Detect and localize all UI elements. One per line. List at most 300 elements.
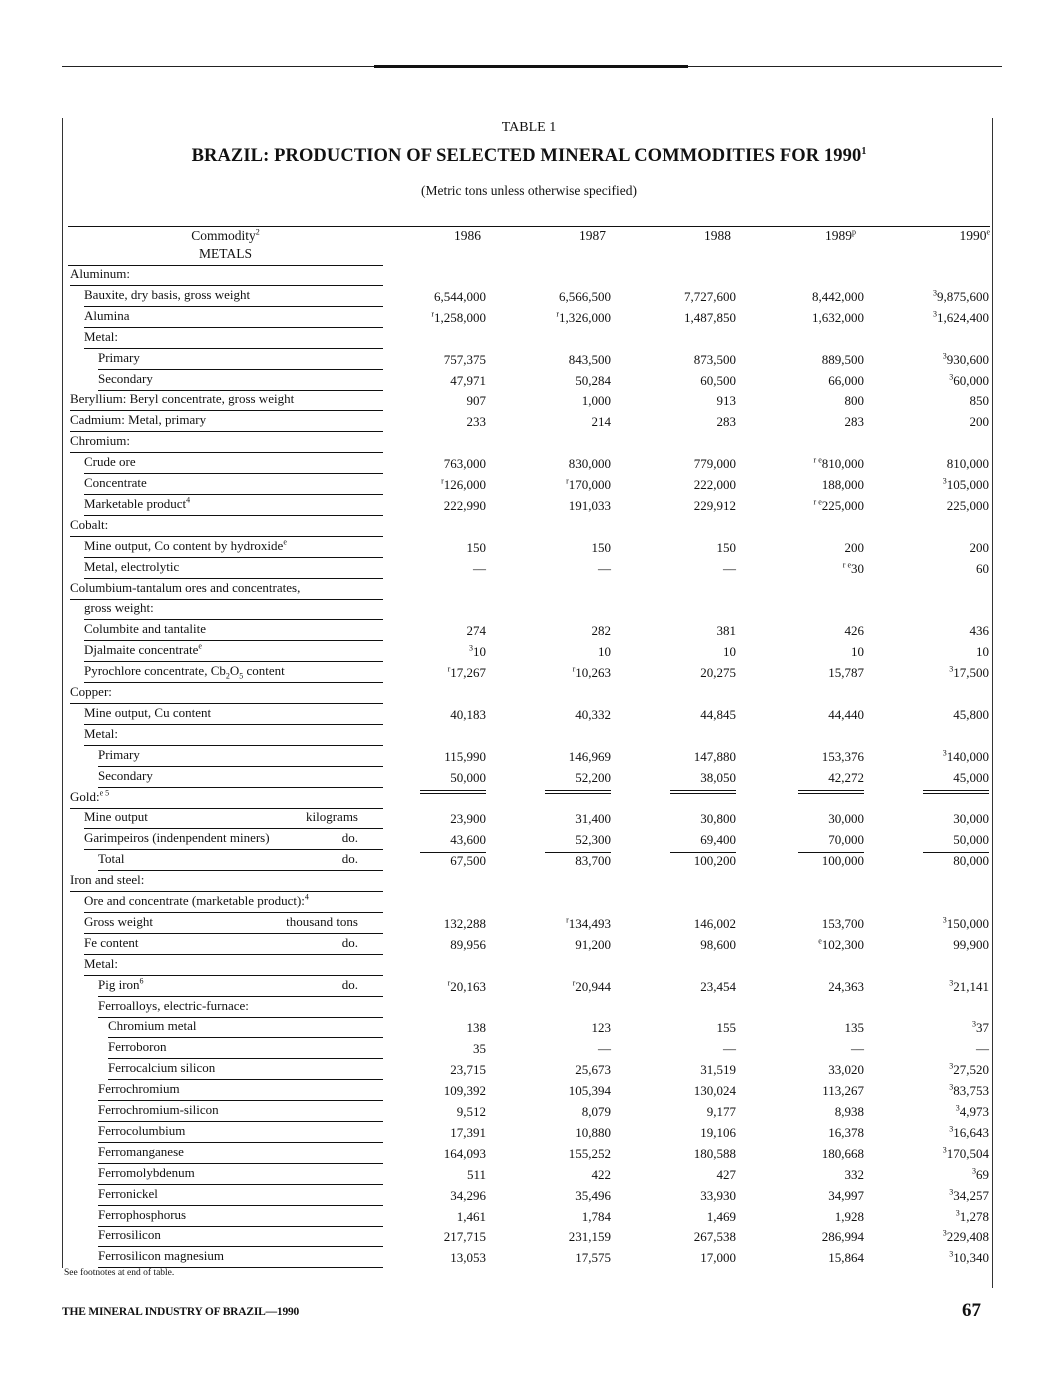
cell-text: 217,715	[443, 1229, 486, 1245]
table-row	[68, 809, 992, 829]
cell-text: 188,000	[821, 477, 864, 492]
cell-text: 113,267	[822, 1083, 864, 1099]
cell-value	[828, 707, 864, 723]
cell-value	[575, 832, 611, 848]
cell-value	[700, 1188, 736, 1204]
cell-text: 50,000	[953, 832, 989, 848]
cell-text: 69,400	[700, 832, 736, 848]
cell-value	[933, 289, 989, 305]
row-label-text: Ferroboron	[108, 1039, 167, 1055]
cell-text: 60	[976, 560, 989, 576]
row-label	[98, 350, 140, 366]
cell-text: —	[598, 1041, 611, 1057]
table-row	[68, 1123, 992, 1143]
cell-text: 35,496	[575, 1187, 611, 1203]
row-unit: thousand tons	[286, 913, 358, 929]
cell-value	[707, 1104, 736, 1120]
cell-value	[457, 1104, 486, 1120]
row-label-text: Bauxite, dry basis, gross weight	[84, 286, 251, 302]
cell-text: 132,288	[443, 915, 486, 931]
cell-value	[972, 1020, 989, 1036]
cell-value	[949, 1250, 989, 1266]
table-row	[68, 308, 992, 328]
cell-value	[569, 1083, 611, 1099]
cell-value	[822, 1083, 864, 1099]
table-row	[68, 1248, 992, 1268]
row-label-text: Secondary	[98, 767, 153, 783]
cell-text: 34,257	[953, 1187, 989, 1203]
cell-text: 47,971	[450, 372, 486, 388]
row-rule	[84, 661, 383, 662]
row-rule	[84, 473, 383, 474]
cell-text: 10,880	[575, 1124, 611, 1140]
cell-text: 200	[969, 414, 989, 430]
row-label-text: Ferrophosphorus	[98, 1206, 187, 1222]
cell-mark: 3	[949, 1061, 954, 1071]
cell-text: 1,326,000	[559, 309, 611, 325]
cell-value	[566, 477, 611, 493]
cell-value	[569, 1146, 611, 1162]
cell-text: 52,300	[575, 832, 611, 848]
cell-text: 45,000	[953, 769, 989, 785]
row-label-footnote-mark: 4	[186, 495, 191, 505]
cell-text: 134,493	[568, 915, 611, 931]
cell-value	[573, 979, 611, 995]
cell-text: 135	[844, 1020, 864, 1036]
row-label	[84, 308, 130, 324]
cell-value	[933, 310, 989, 326]
row-rule	[70, 808, 383, 809]
row-rule	[70, 599, 383, 600]
cell-value	[450, 707, 486, 723]
table-row	[68, 1207, 992, 1227]
cell-value	[717, 1167, 737, 1183]
cell-value	[575, 707, 611, 723]
cell-text: 155	[716, 1020, 736, 1036]
cell-text: 105,394	[568, 1083, 611, 1099]
cell-text: 800	[844, 393, 864, 409]
row-label-text: Gross weight	[84, 913, 153, 929]
row-label	[84, 893, 309, 909]
cell-value	[450, 1250, 486, 1266]
table-row	[68, 1144, 992, 1164]
cell-text: 150	[591, 539, 611, 555]
row-label-text: Ferronickel	[98, 1185, 158, 1201]
table-row	[68, 684, 992, 704]
table-title	[0, 146, 1048, 167]
row-label-text: Chromium:	[70, 433, 130, 449]
cell-value	[822, 352, 864, 368]
table-row	[68, 851, 992, 871]
row-label-text: Marketable product	[84, 495, 187, 511]
table-row	[68, 475, 992, 495]
row-label	[70, 872, 144, 888]
cell-value	[700, 665, 736, 681]
row-label-text: Ore and concentrate (marketable product):	[84, 893, 305, 908]
cell-text: 98,600	[700, 936, 736, 952]
row-label	[84, 454, 136, 470]
table-row	[68, 977, 992, 997]
row-rule	[84, 682, 383, 683]
row-rule	[84, 557, 383, 558]
cell-text: 225,000	[821, 497, 864, 513]
cell-text: 8,938	[834, 1104, 864, 1119]
table-row	[68, 789, 992, 809]
cell-text: 126,000	[443, 477, 486, 492]
table-row	[68, 893, 992, 913]
table-row	[68, 1060, 992, 1080]
cell-mark: r	[447, 664, 451, 674]
row-label	[70, 266, 130, 282]
cell-value	[812, 289, 864, 305]
cell-text: 115,990	[444, 748, 486, 764]
row-rule	[84, 348, 383, 349]
running-footer: THE MINERAL INDUSTRY OF BRAZIL—1990	[62, 1306, 300, 1318]
row-rule	[70, 703, 383, 704]
table-row	[68, 663, 992, 683]
cell-value	[444, 1229, 486, 1245]
cell-value	[845, 1167, 865, 1183]
cell-text: —	[723, 1041, 736, 1057]
cell-text: 222,990	[443, 497, 486, 513]
row-label	[84, 663, 285, 679]
table-row	[68, 956, 992, 976]
total-rule	[670, 793, 736, 794]
cell-text: 267,538	[693, 1229, 736, 1245]
cell-value	[723, 561, 736, 577]
cell-text: 17,391	[450, 1124, 486, 1140]
cell-value	[573, 665, 611, 681]
total-rule	[798, 793, 864, 794]
cell-text: 83,753	[953, 1083, 989, 1099]
cell-mark: r e	[813, 497, 822, 507]
cell-value	[694, 456, 736, 472]
row-label	[70, 391, 294, 407]
row-label-text: Alumina	[84, 307, 130, 323]
table-label: TABLE 1	[501, 120, 557, 135]
table-row	[68, 1018, 992, 1038]
cell-value	[469, 644, 486, 660]
row-rule	[70, 410, 383, 411]
cell-value	[575, 373, 611, 389]
header-commodity-text: Commodity	[191, 228, 256, 243]
cell-text: 913	[716, 393, 736, 409]
cell-text: 810,000	[821, 456, 864, 472]
cell-text: 20,275	[700, 665, 736, 681]
cell-value	[822, 749, 864, 765]
total-rule	[545, 790, 611, 791]
row-label	[84, 475, 147, 491]
cell-mark: 3	[949, 1187, 954, 1197]
cell-value	[845, 1020, 865, 1036]
row-unit: do.	[341, 934, 358, 950]
row-rule	[84, 828, 383, 829]
cell-mark: 3	[469, 643, 473, 653]
total-rule	[670, 790, 736, 791]
cell-text: 9,177	[706, 1104, 736, 1119]
row-label-text: Columbite and tantalite	[84, 621, 207, 637]
table-row	[68, 391, 992, 411]
cell-text: 10,340	[953, 1250, 989, 1266]
cell-mark: 3	[949, 664, 954, 674]
table-row	[68, 454, 992, 474]
cell-text: 889,500	[821, 351, 864, 367]
cell-text: 274	[466, 623, 486, 639]
row-rule	[98, 1184, 383, 1185]
cell-value	[723, 1041, 736, 1057]
row-rule	[98, 870, 383, 871]
cell-value	[828, 1188, 864, 1204]
row-rule	[98, 1017, 383, 1018]
header-year-1988: 1988	[704, 228, 731, 243]
row-label	[98, 851, 125, 867]
row-label-text: Mine output	[84, 809, 148, 825]
cell-value	[851, 1041, 864, 1057]
cell-value	[441, 477, 486, 493]
cell-text: 60,500	[700, 372, 736, 388]
cell-mark: r	[572, 978, 576, 988]
row-label	[98, 1248, 224, 1264]
table-row	[68, 266, 992, 286]
row-label	[70, 433, 130, 449]
cell-mark: r	[441, 476, 444, 486]
cell-value	[598, 1041, 611, 1057]
cell-value	[970, 393, 990, 409]
cell-text: 426	[844, 623, 864, 639]
cell-text: 170,000	[568, 477, 611, 492]
cell-value	[700, 373, 736, 389]
cell-value	[943, 749, 989, 765]
cell-value	[467, 393, 487, 409]
cell-value	[835, 1104, 864, 1120]
total-rule	[670, 852, 736, 853]
table-row	[68, 433, 992, 453]
cell-value	[450, 853, 486, 869]
row-label	[98, 1186, 158, 1202]
cell-value	[575, 1062, 611, 1078]
row-label	[98, 1227, 161, 1243]
cell-value	[845, 623, 865, 639]
cell-value	[828, 770, 864, 786]
row-label	[98, 1165, 195, 1181]
cell-value	[575, 1188, 611, 1204]
cell-text: 13,053	[450, 1250, 486, 1266]
row-label-footnote-mark: 4	[304, 892, 309, 902]
row-label	[98, 768, 153, 784]
table-row	[68, 768, 992, 788]
cell-value	[700, 979, 736, 995]
row-label-text: Pig iron	[98, 976, 140, 992]
cell-value	[556, 310, 611, 326]
row-label	[84, 956, 118, 972]
row-label-text: Cadmium: Metal, primary	[70, 412, 207, 428]
cell-value	[694, 498, 736, 514]
cell-value	[467, 1167, 486, 1183]
cell-text: 7,727,600	[684, 288, 736, 304]
row-label	[98, 977, 144, 993]
cell-value	[467, 1020, 487, 1036]
total-rule	[420, 793, 486, 794]
row-label	[98, 1102, 219, 1118]
cell-text: 99,900	[953, 936, 989, 952]
cell-text: 43,600	[450, 832, 486, 848]
cell-value	[473, 1041, 486, 1057]
cell-value	[569, 749, 611, 765]
cell-text: 10	[473, 644, 486, 660]
cell-text: 286,994	[821, 1229, 864, 1245]
row-label-text: Metal:	[84, 725, 118, 741]
table-row	[68, 830, 992, 850]
cell-text: 34,997	[828, 1187, 864, 1203]
cell-value	[694, 1146, 736, 1162]
row-rule	[98, 1142, 383, 1143]
row-label-text: Secondary	[98, 370, 153, 386]
cell-value	[949, 979, 989, 995]
row-label-text: Primary	[98, 746, 140, 762]
row-rule	[98, 996, 383, 997]
cell-value	[828, 811, 864, 827]
cell-value	[953, 811, 989, 827]
header-year-1987: 1987	[579, 228, 606, 243]
cell-text: 146,969	[568, 748, 611, 764]
row-rule	[98, 1246, 383, 1247]
cell-text: 763,000	[443, 456, 486, 472]
cell-text: 1,487,850	[684, 309, 736, 325]
cell-value	[828, 832, 864, 848]
table-row	[68, 621, 992, 641]
cell-text: 24,363	[828, 978, 864, 994]
cell-text: 38,050	[700, 769, 736, 785]
cell-value	[582, 1104, 611, 1120]
row-rule	[108, 1058, 383, 1059]
cell-value	[953, 853, 989, 869]
cell-value	[592, 1167, 612, 1183]
header-commodity-mark: 2	[255, 227, 260, 237]
cell-text: 138	[466, 1020, 486, 1036]
cell-value	[450, 832, 486, 848]
row-label-text: Primary	[98, 349, 140, 365]
cell-text: 66,000	[828, 372, 864, 388]
table-row	[68, 914, 992, 934]
cell-value	[700, 1062, 736, 1078]
cell-value	[467, 414, 487, 430]
row-label	[70, 789, 109, 805]
table-row	[68, 1186, 992, 1206]
cell-value	[818, 937, 864, 953]
cell-text: 50,000	[450, 769, 486, 785]
table-header	[68, 228, 992, 248]
total-rule	[420, 790, 486, 791]
cell-value	[707, 1209, 736, 1225]
total-rule	[798, 852, 864, 853]
cell-value	[450, 373, 486, 389]
cell-value	[949, 1062, 989, 1078]
cell-text: 16,378	[828, 1124, 864, 1140]
cell-text: 50,284	[575, 372, 611, 388]
cell-text: 1,784	[581, 1208, 611, 1224]
row-label	[70, 684, 112, 700]
cell-text: 30,000	[953, 811, 989, 827]
table-row	[68, 496, 992, 516]
row-label-text: Total	[98, 851, 125, 867]
cell-text: 180,588	[693, 1145, 736, 1161]
cell-value	[822, 477, 864, 493]
row-label	[84, 705, 211, 721]
footnote: See footnotes at end of table.	[64, 1268, 175, 1278]
row-label	[84, 642, 202, 658]
cell-value	[566, 916, 611, 932]
cell-text: 1,928	[834, 1208, 864, 1224]
cell-value	[949, 665, 989, 681]
cell-text: 35	[473, 1041, 486, 1057]
row-rule	[84, 975, 383, 976]
cell-text: 10	[598, 644, 611, 660]
row-label	[84, 538, 287, 554]
row-label	[70, 580, 300, 596]
row-label-text: Garimpeiros (indenpendent miners)	[84, 830, 270, 846]
row-label	[84, 559, 179, 575]
cell-mark: 3	[942, 1229, 947, 1239]
cell-text: 45,800	[953, 706, 989, 722]
cell-value	[694, 853, 736, 869]
cell-value	[575, 1125, 611, 1141]
cell-text: 67,500	[450, 853, 486, 869]
row-label	[98, 1123, 185, 1139]
cell-value	[943, 1146, 989, 1162]
cell-text: 109,392	[443, 1083, 486, 1099]
cell-value	[845, 414, 865, 430]
row-label-text: Gold:	[70, 788, 100, 804]
row-label-text: Pyrochlore concentrate, $Cb_2O_5$ content	[84, 663, 285, 681]
cell-value	[444, 1083, 486, 1099]
cell-text: 155,252	[568, 1145, 611, 1161]
cell-value	[845, 540, 865, 556]
cell-value	[700, 1250, 736, 1266]
row-rule	[98, 1226, 383, 1227]
cell-value	[444, 498, 486, 514]
row-rule	[84, 306, 383, 307]
cell-text: 231,159	[568, 1229, 611, 1245]
cell-value	[828, 1250, 864, 1266]
header-year-1989: 1989$^p$	[825, 227, 856, 243]
row-rule	[98, 1163, 383, 1164]
cell-text: 200	[969, 539, 989, 555]
row-label	[108, 1018, 196, 1034]
cell-text: 83,700	[575, 853, 611, 869]
row-label-text: Ferrocalcium silicon	[108, 1060, 216, 1076]
row-rule	[98, 369, 383, 370]
cell-value	[949, 1188, 989, 1204]
row-label	[84, 726, 118, 742]
cell-mark: 3	[949, 978, 954, 988]
cell-text: 40,183	[450, 706, 486, 722]
title-footnote-mark: 1	[861, 145, 867, 157]
cell-text: 427	[716, 1166, 736, 1182]
cell-text: 1,258,000	[434, 309, 486, 325]
cell-text: 70,000	[828, 832, 864, 848]
row-rule	[98, 390, 383, 391]
cell-text: 233	[466, 414, 486, 430]
cell-text: 89,956	[450, 936, 486, 952]
cell-value	[444, 1146, 486, 1162]
cell-text: 105,000	[946, 477, 989, 492]
cell-text: 1,632,000	[812, 309, 864, 325]
row-rule	[98, 1100, 383, 1101]
cell-value	[473, 561, 486, 577]
cell-text: 23,900	[450, 811, 486, 827]
cell-value	[694, 1083, 736, 1099]
table-row	[68, 935, 992, 955]
